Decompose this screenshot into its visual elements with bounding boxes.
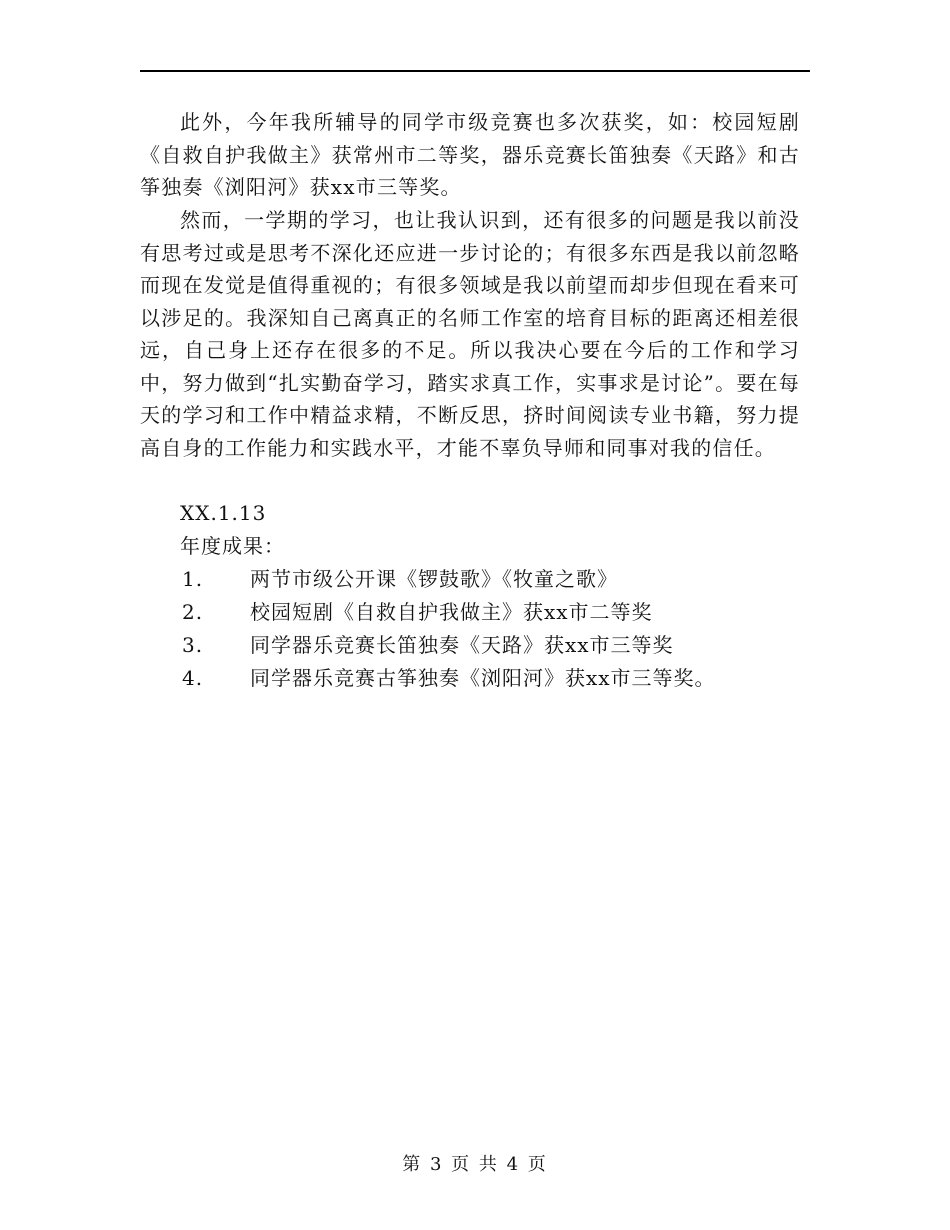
document-date: XX.1.13 xyxy=(180,501,267,525)
achievement-text: 校园短剧《自救自护我做主》获xx市二等奖 xyxy=(250,600,653,624)
paragraph-reflection: 然而，一学期的学习，也让我认识到，还有很多的问题是我以前没有思考过或是思考不深化还应进一步讨论的；有很多东西是我以前忽略而现在发觉是值得重视的；有很多领域是我以前望而却步但现在看来可以涉足的。我深知自己离真正的名师工作室的培育目标的距离还相差很远，自己身上还存在很多的不足。所以我决心要在今后的工作和学习中，努力做到“扎实勤奋学习，踏实求真工作，实事求是讨论”。要在每天的学习和工作中精益求精，不断反思，挤时间阅读专业书籍，努力提高自身的工作能力和实践水平，才能不辜负导师和同事对我的信任。 xyxy=(140,208,800,460)
paragraph-awards: 此外，今年我所辅导的同学市级竞赛也多次获奖，如：校园短剧《自救自护我做主》获常州市二等奖，器乐竞赛长笛独奏《天路》和古筝独奏《浏阳河》获xx市三等奖。 xyxy=(140,110,800,199)
header-rule xyxy=(140,70,810,72)
achievement-item xyxy=(182,629,674,661)
achievements-heading: 年度成果： xyxy=(180,534,285,558)
achievement-text: 同学器乐竞赛古筝独奏《浏阳河》获xx市三等奖。 xyxy=(250,666,716,690)
achievement-text: 两节市级公开课《锣鼓歌》《牧童之歌》 xyxy=(250,567,618,591)
achievement-item xyxy=(182,563,618,595)
achievement-number: 2. xyxy=(182,600,204,624)
achievement-number: 4. xyxy=(182,666,204,690)
achievement-text: 同学器乐竞赛长笛独奏《天路》获xx市三等奖 xyxy=(250,633,674,657)
page-number-footer: 第 3 页 共 4 页 xyxy=(402,1154,548,1175)
achievement-number: 3. xyxy=(182,633,204,657)
achievement-item xyxy=(182,596,653,628)
achievement-number: 1. xyxy=(182,567,204,591)
achievement-item xyxy=(182,662,716,694)
